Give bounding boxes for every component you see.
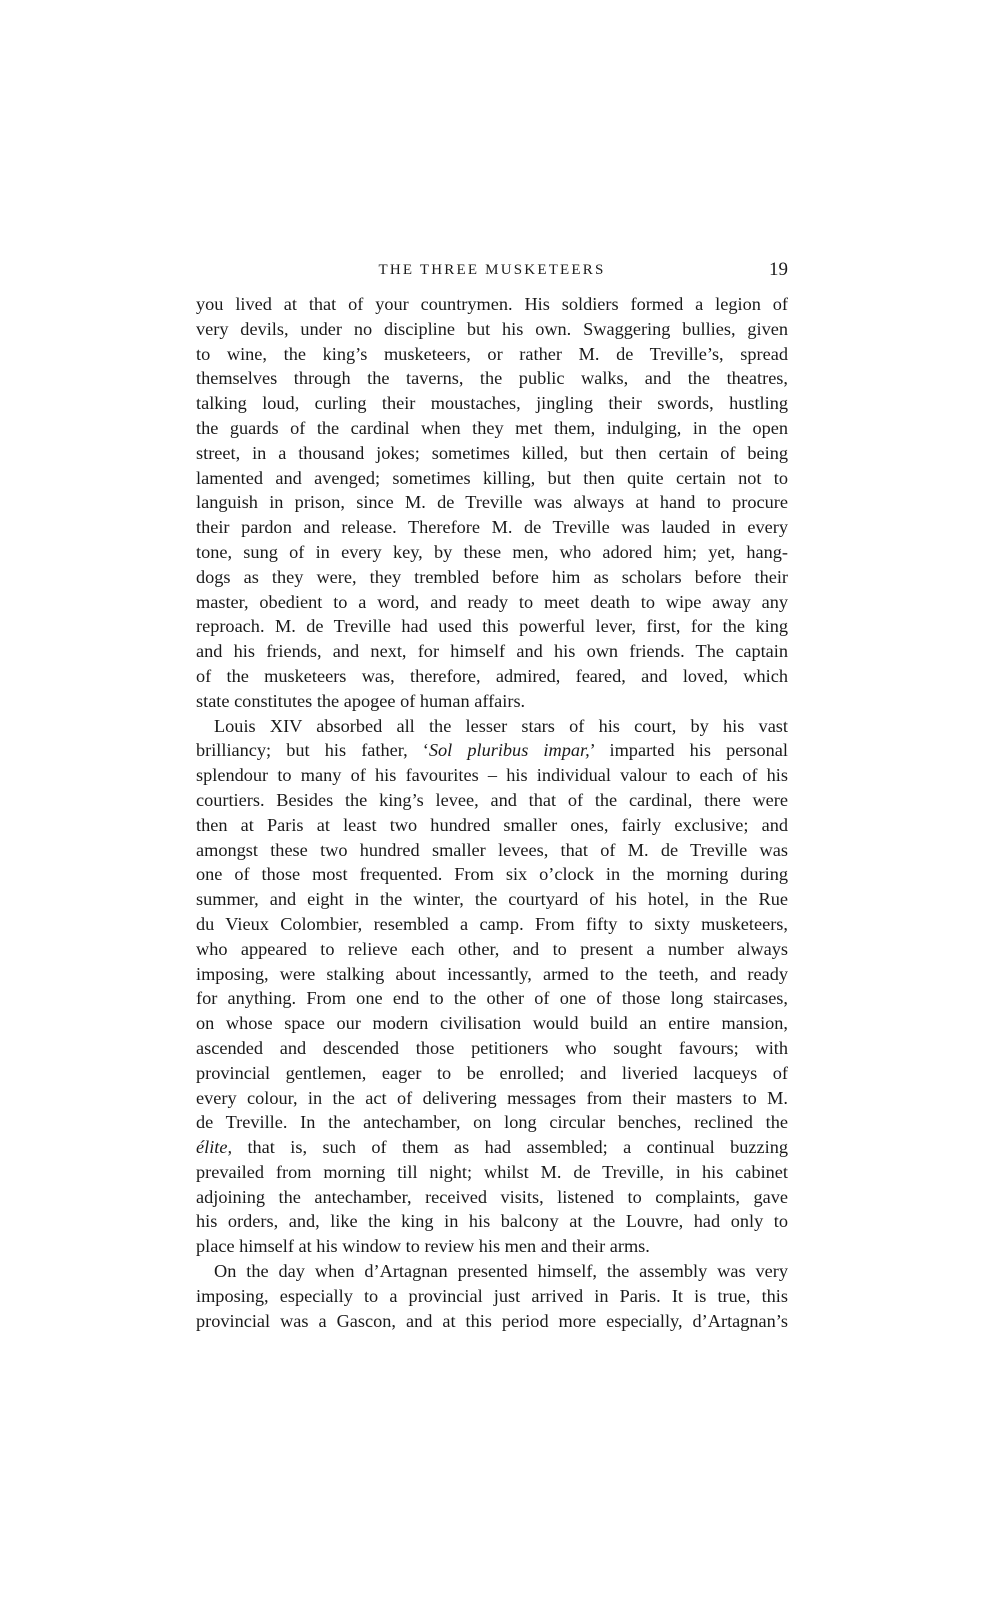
text-line: amongst these two hundred smaller levees, that of M. de Treville was [196, 839, 788, 860]
text-line: ascended and descended those petitioners who sought favours; with [196, 1037, 788, 1058]
text-line: their pardon and release. Therefore M. de Treville was lauded in every [196, 517, 788, 538]
text-line: languish in prison, since M. de Treville was always at hand to procure [196, 492, 788, 513]
text-line: du Vieux Colombier, resembled a camp. From fifty to sixty musketeers, [196, 913, 788, 934]
text-line: adjoining the antechamber, received visits, listened to complaints, gave [196, 1186, 788, 1207]
text-line: one of those most frequented. From six o’clock in the morning during [196, 864, 788, 885]
italic-word: élite, [196, 1137, 233, 1158]
text-fragment: ’ imparted his personal [589, 740, 788, 761]
text-line: very devils, under no discipline but his own. Swaggering bullies, given [196, 318, 788, 339]
text-line: then at Paris at least two hundred smaller ones, fairly exclusive; and [196, 814, 788, 835]
body-text [196, 292, 788, 1333]
text-line: for anything. From one end to the other of one of those long staircases, [196, 988, 788, 1009]
paragraph-start-line: Louis XIV absorbed all the lesser stars of his court, by his vast [214, 715, 788, 736]
text-line: summer, and eight in the winter, the courtyard of his hotel, in the Rue [196, 889, 788, 910]
text-line: provincial was a Gascon, and at this period more especially, d’Artagnan’s [196, 1310, 788, 1331]
text-line: dogs as they were, they trembled before him as scholars before their [196, 566, 788, 587]
text-line: his orders, and, like the king in his balcony at the Louvre, had only to [196, 1211, 788, 1232]
text-line: lamented and avenged; sometimes killing, but then quite certain not to [196, 467, 788, 488]
text-line: master, obedient to a word, and ready to meet death to wipe away any [196, 591, 788, 612]
text-line: provincial gentlemen, eager to be enrolled; and liveried lacqueys of [196, 1062, 788, 1083]
text-line: imposing, especially to a provincial just arrived in Paris. It is true, this [196, 1285, 788, 1306]
paragraph-end-line: place himself at his window to review his men and their arms. [196, 1236, 650, 1257]
text-line [196, 738, 788, 763]
text-line: imposing, were stalking about incessantly, armed to the teeth, and ready [196, 963, 788, 984]
paragraph-end-line: state constitutes the apogee of human affairs. [196, 690, 526, 711]
text-line: to wine, the king’s musketeers, or rather M. de Treville’s, spread [196, 343, 788, 364]
text-line: and his friends, and next, for himself and his own friends. The captain [196, 641, 788, 662]
text-line: the guards of the cardinal when they met them, indulging, in the open [196, 417, 788, 438]
text-line: courtiers. Besides the king’s levee, and that of the cardinal, there were [196, 789, 788, 810]
text-line [196, 1135, 788, 1160]
text-line: themselves through the taverns, the public walks, and the theatres, [196, 368, 788, 389]
running-title: THE THREE MUSKETEERS [378, 262, 606, 278]
text-fragment: brilliancy; but his father, ‘ [196, 740, 429, 761]
text-line: who appeared to relieve each other, and to present a number always [196, 938, 788, 959]
text-line: de Treville. In the antechamber, on long circular benches, reclined the [196, 1112, 788, 1133]
text-line: reproach. M. de Treville had used this powerful lever, first, for the king [196, 616, 788, 637]
text-line: street, in a thousand jokes; sometimes killed, but then certain of being [196, 442, 788, 463]
text-line: prevailed from morning till night; whilst M. de Treville, in his cabinet [196, 1161, 788, 1182]
text-fragment: that is, such of them as had assembled; a continual buzzing [232, 1137, 788, 1158]
paragraph-start-line: On the day when d’Artagnan presented himself, the assembly was very [214, 1261, 788, 1282]
page-number: 19 [769, 259, 788, 280]
text-line: tone, sung of in every key, by these men, who adored him; yet, hang- [196, 541, 788, 562]
text-line: of the musketeers was, therefore, admired, feared, and loved, which [196, 665, 788, 686]
text-line: splendour to many of his favourites – his individual valour to each of his [196, 765, 788, 786]
text-line: every colour, in the act of delivering messages from their masters to M. [196, 1087, 788, 1108]
text-line: on whose space our modern civilisation would build an entire mansion, [196, 1013, 788, 1034]
running-head [196, 258, 788, 282]
text-line: you lived at that of your countrymen. His soldiers formed a legion of [196, 294, 788, 314]
text-line: talking loud, curling their moustaches, jingling their swords, hustling [196, 393, 788, 414]
latin-motto: Sol pluribus impar, [428, 740, 590, 761]
